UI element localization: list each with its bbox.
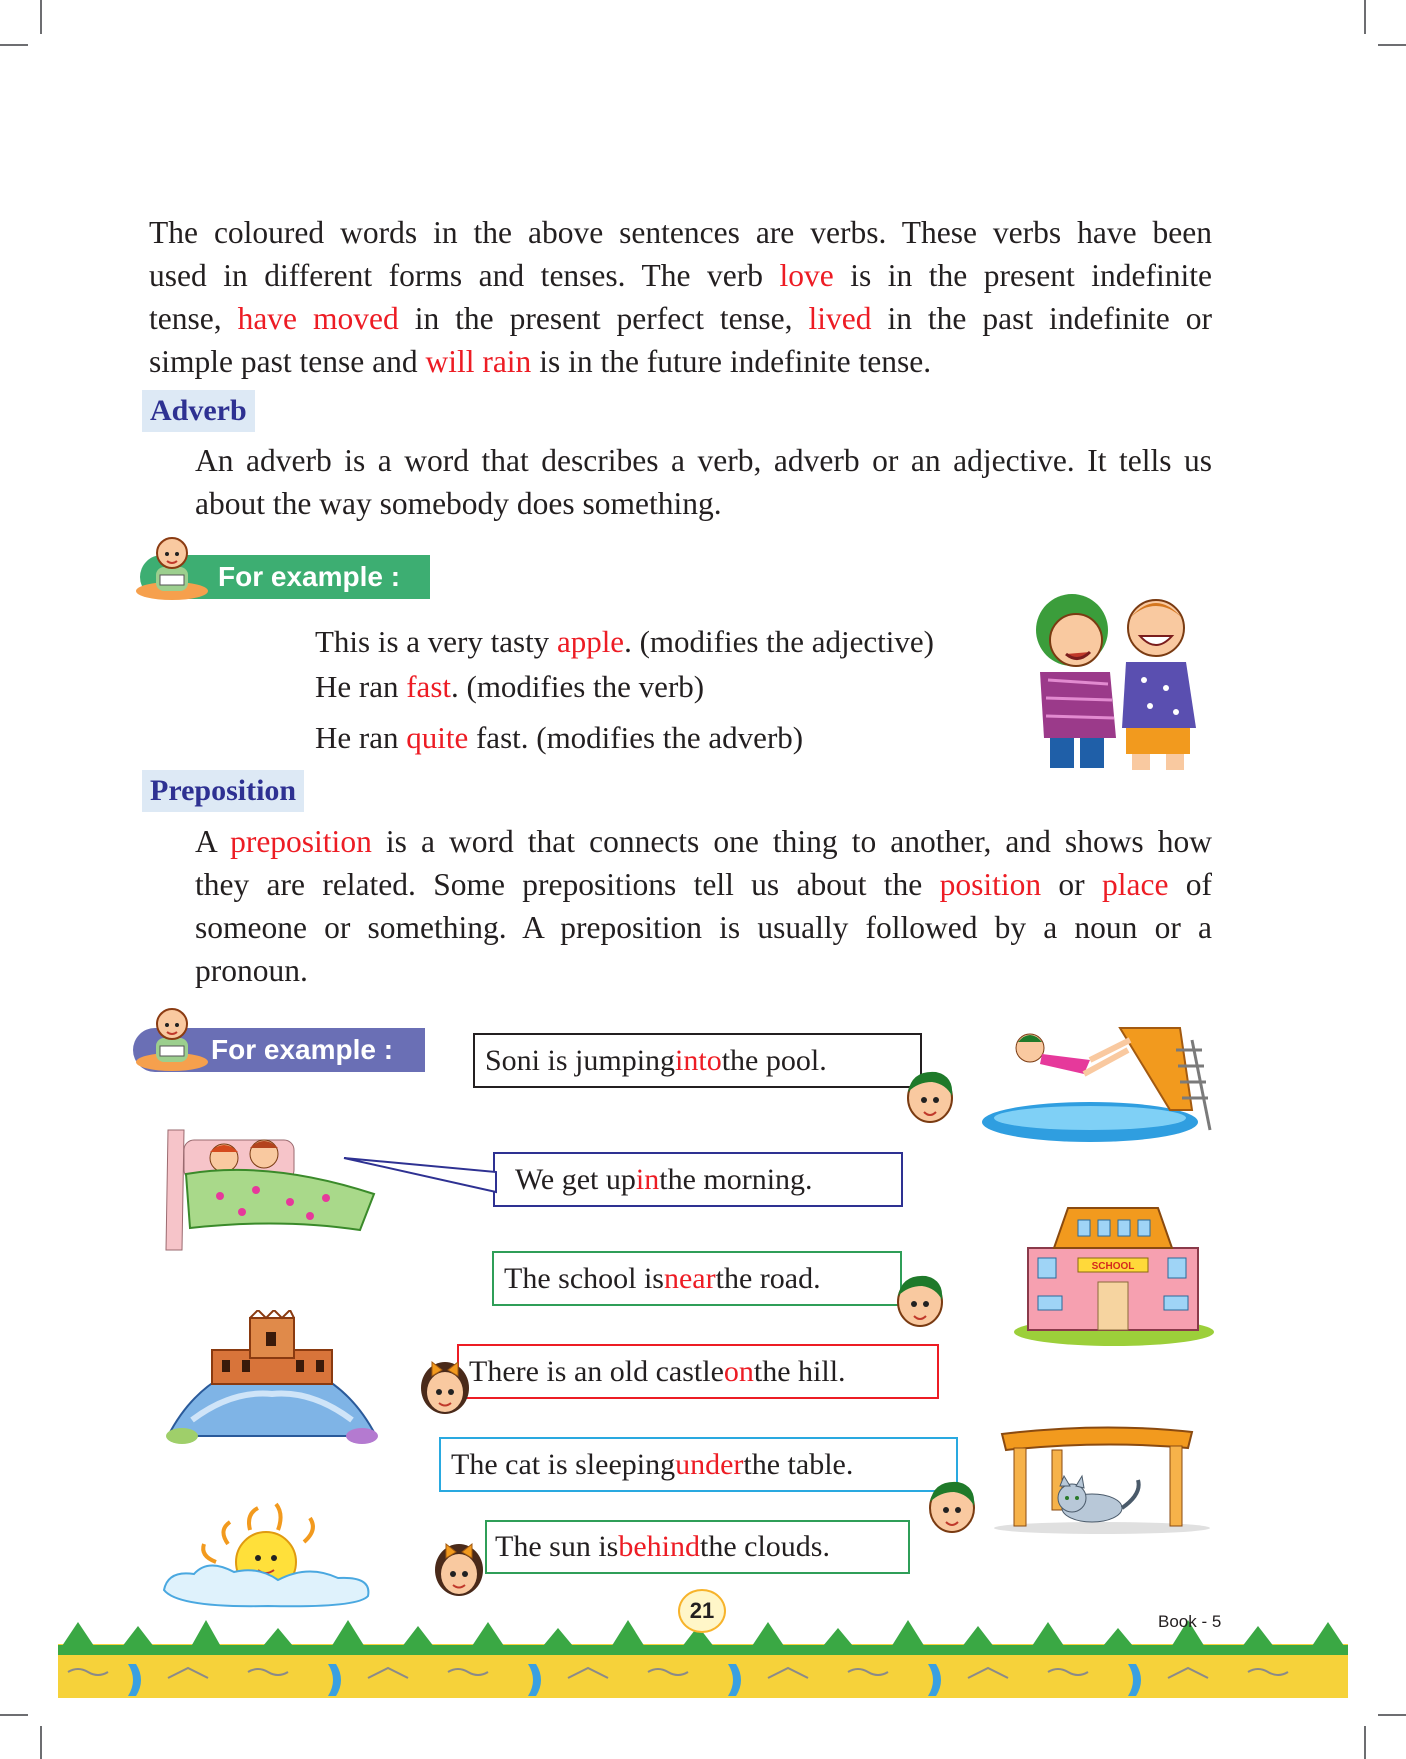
highlighted-word: preposition [230, 824, 372, 859]
highlighted-word: place [1101, 867, 1169, 902]
girl-face-icon [428, 1534, 490, 1598]
text-line [195, 820, 1212, 863]
text-run: the road. [715, 1261, 821, 1295]
crop-mark [1378, 44, 1406, 46]
girl-reading-icon [134, 527, 212, 603]
page-number: 21 [678, 1589, 726, 1633]
adverb-definition [195, 439, 1212, 525]
example-line [315, 624, 934, 660]
preposition-heading: Preposition [142, 770, 304, 812]
castle-on-hill-illustration [162, 1310, 382, 1446]
text-run: the table. [743, 1447, 854, 1481]
highlighted-word: on [723, 1354, 754, 1388]
sentence-box [439, 1437, 958, 1492]
sentence-box [485, 1520, 910, 1574]
text-line [149, 254, 1212, 297]
text-run: used in different forms and tenses. The verb [149, 258, 780, 293]
text-line [195, 949, 1212, 992]
highlighted-word: into [675, 1043, 722, 1077]
text-run: someone or something. A preposition is usually followed by a noun or a [195, 910, 1212, 945]
highlighted-word: have moved [237, 301, 399, 336]
text-run: pronoun. [195, 953, 308, 988]
text-run: tense, [149, 301, 238, 336]
boy-face-icon [924, 1476, 980, 1536]
text-run: There is an old castle [469, 1354, 724, 1388]
boy-face-icon [892, 1270, 948, 1330]
highlighted-word: will rain [425, 344, 532, 379]
text-run: the clouds. [699, 1530, 830, 1563]
highlighted-word: behind [618, 1530, 700, 1563]
kids-in-bed-illustration [160, 1120, 380, 1260]
text-run: they are related. Some prepositions tell us about the [195, 867, 940, 902]
text-run: of [1168, 867, 1212, 902]
highlighted-word: fast [406, 669, 451, 704]
example-line [315, 669, 704, 705]
text-run: in the past indefinite or [871, 301, 1212, 336]
text-line [195, 482, 1212, 525]
highlighted-word: near [663, 1261, 716, 1295]
crop-mark [0, 1714, 28, 1716]
text-run: A [195, 824, 231, 859]
highlighted-word: lived [808, 301, 872, 336]
sentence-box [457, 1344, 939, 1399]
text-run: in the present perfect tense, [398, 301, 809, 336]
text-run: is a word that connects one thing to another, and shows how [371, 824, 1213, 859]
boy-face-icon [902, 1066, 958, 1126]
text-run: Soni is jumping [485, 1043, 676, 1077]
school-building-illustration [1008, 1204, 1218, 1346]
text-run: This is a very tasty [315, 624, 557, 659]
text-run: the pool. [721, 1043, 827, 1077]
crop-mark [40, 1726, 42, 1759]
for-example-label: For example : [218, 561, 401, 592]
adverb-heading: Adverb [142, 390, 255, 432]
text-run: . (modifies the verb) [451, 669, 705, 704]
school-sign: SCHOOL [1091, 1261, 1135, 1272]
text-line [195, 906, 1212, 949]
highlighted-word: apple [556, 624, 625, 659]
text-run: We get up [515, 1162, 636, 1196]
crop-mark [40, 0, 42, 34]
text-run: the morning. [659, 1162, 813, 1196]
text-line [195, 439, 1212, 482]
crop-mark [1378, 1714, 1406, 1716]
girl-reading-icon [134, 998, 212, 1074]
text-run: He ran [315, 669, 407, 704]
sentence-box [473, 1033, 922, 1088]
text-run: or [1041, 867, 1102, 902]
text-run: The cat is sleeping [451, 1447, 676, 1481]
text-line [195, 863, 1212, 906]
highlighted-word: love [779, 258, 834, 293]
text-run: The coloured words in the above sentences are verbs. These verbs have been [149, 215, 1212, 250]
sun-behind-clouds-illustration [158, 1500, 378, 1610]
cat-under-table-illustration [992, 1424, 1212, 1536]
crop-mark [1364, 0, 1366, 34]
highlighted-word: quite [406, 720, 469, 755]
book-label: Book - 5 [1158, 1612, 1222, 1631]
intro-paragraph [149, 211, 1212, 383]
text-run: is in the future indefinite tense. [531, 344, 932, 379]
highlighted-word: under [675, 1447, 744, 1481]
text-run: about the way somebody does something. [195, 486, 722, 521]
text-run: The sun is [495, 1530, 619, 1563]
text-run: simple past tense and [149, 344, 426, 379]
text-run: . (modifies the adjective) [624, 624, 934, 659]
crop-mark [1364, 1726, 1366, 1759]
text-line [149, 297, 1212, 340]
example-line [315, 720, 803, 756]
text-run: He ran [315, 720, 407, 755]
text-run: the hill. [753, 1354, 846, 1388]
sentence-box [492, 1251, 902, 1306]
for-example-label: For example : [211, 1034, 394, 1065]
crop-mark [0, 44, 28, 46]
two-boys-illustration [1026, 588, 1226, 770]
sentence-box [493, 1152, 903, 1207]
highlighted-word: position [939, 867, 1042, 902]
text-run: fast. (modifies the adverb) [468, 720, 804, 755]
diving-girl-pool-illustration [980, 1020, 1220, 1146]
girl-face-icon [414, 1352, 476, 1416]
preposition-definition [195, 820, 1212, 992]
highlighted-word: in [635, 1162, 660, 1196]
text-run: The school is [504, 1261, 664, 1295]
text-run: An adverb is a word that describes a verb, adverb or an adjective. It tells us [195, 443, 1212, 478]
text-run: is in the present indefinite [833, 258, 1212, 293]
text-line [149, 211, 1212, 254]
text-line [149, 340, 1212, 383]
